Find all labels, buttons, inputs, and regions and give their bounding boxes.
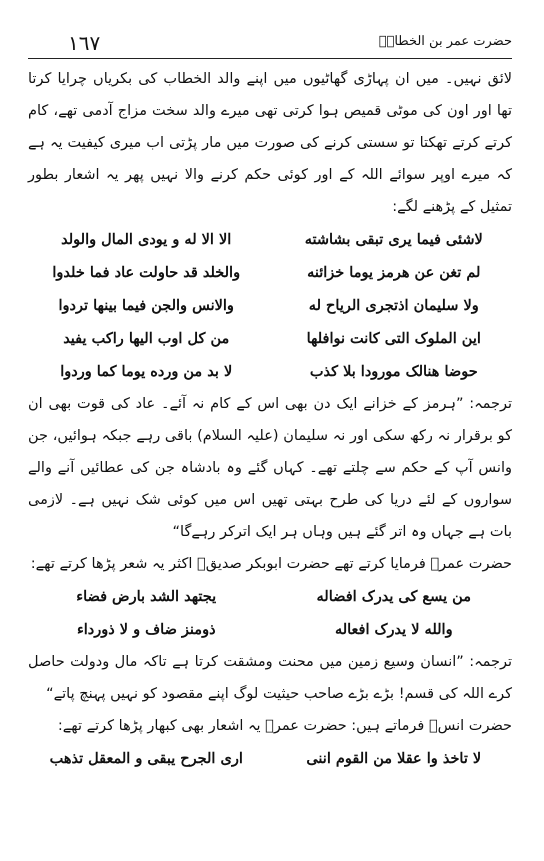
verse-first-half: لاشئی فیما یری تبقی بشاشته [304,231,483,248]
verse-line [28,223,512,256]
verse-second-half: والانس والجن فیما بینها تردوا [58,297,234,314]
verse-line [28,580,512,613]
verse-first-half: والله لا یدرک افعاله [334,621,453,638]
intro-2: حضرت عمرؓ فرمایا کرتے تھے حضرت ابوبکر صدیقؓ اکثر یہ شعر پڑھا کرتے تھے: [30,556,512,572]
intro-3: حضرت انسؓ فرماتے ہیں: حضرت عمرؓ یہ اشعار بھی کبھار پڑھا کرتے تھے: [57,718,512,734]
running-title: حضرت عمر بن الخطابؓ [378,34,512,49]
verse-line [28,322,512,355]
verse-first-half: من یسع کی یدرک افضاله [316,588,471,605]
verse-first-half: این الملوک التی کانت نوافلها [306,330,481,347]
verse-first-half: حوضا هنالک مورودا بلا کذب [309,363,478,380]
verse-second-half: لا بد من ورده یوما کما وردوا [60,363,233,380]
verse-second-half: من کل اوب الیها راکب یفید [63,330,230,347]
verse-block-3 [28,742,512,775]
book-page [28,31,512,775]
verse-second-half: یجتهد الشد بارض فضاء [76,588,217,605]
verse-line [28,355,512,388]
header-rule [28,58,512,59]
verse-block-2 [28,580,512,646]
verse-line [28,289,512,322]
translation-2: ترجمہ: ”انسان وسیع زمین میں محنت ومشقت کرتا ہے تاکہ مال ودولت حاصل کرے اللہ کی قسم! بڑے بڑے صاحب حیثیت لوگ اپنے مقصود کو نہیں پہنچ پاتے“ [28,654,512,702]
verse-second-half: اری الجرح یبقی و المعقل تذهب [49,750,243,767]
verse-first-half: لم تغن عن هرمز یوما خزائنه [307,264,481,281]
verse-first-half: ولا سلیمان اذتجری الریاح له [308,297,479,314]
intro-paragraph: لائق نہیں۔ میں ان پہاڑی گھاٹیوں میں اپنے والد الخطاب کی بکریاں چرایا کرتا تھا اور اون کی موٹی قمیص ہوا کرتی تھی میرے والد سخت مزاج آدمی تھے، کام کرتے کرتے تھکتا تو سستی کرنے کی صورت میں مار پڑتی اب میری کیفیت یہ ہے کہ میرے اوپر سوائے اللہ کے اور کوئی حکم کرنے والا نہیں پھر یہ اشعار بطور تمثیل کے پڑھنے لگے: [28,71,512,215]
verse-line [28,613,512,646]
page-number: ١٦٧ [68,31,101,55]
verse-line [28,256,512,289]
page-header [28,31,512,56]
verse-second-half: والخلد قد حاولت عاد فما خلدوا [52,264,241,281]
verse-first-half: لا تاخذ وا عقلا من القوم اننی [306,750,482,767]
translation-1: ترجمہ: ”ہرمز کے خزانے ایک دن بھی اس کے کام نہ آئے۔ عاد کی قوت بھی ان کو برقرار نہ رکھ سکی اور نہ سلیمان (علیہ السلام) باقی رہے جبکہ ہوائیں، جن وانس آپ کے حکم سے چلتے تھے۔ کہاں گئے وہ بادشاہ جن کی عطائیں آنے والے سواروں کے لئے دریا کی طرح بہتی تھیں اس میں کوئی شک نہیں ہے۔ لازمی بات ہے جہاں وہ اتر گئے ہیں وہاں ہر ایک اترکر رہےگا“ [28,396,512,540]
verse-block-1 [28,223,512,388]
verse-second-half: ذومنز ضاف و لا ذورداء [76,621,216,638]
verse-second-half: الا الا له و یودی المال والولد [61,231,232,248]
verse-line [28,742,512,775]
